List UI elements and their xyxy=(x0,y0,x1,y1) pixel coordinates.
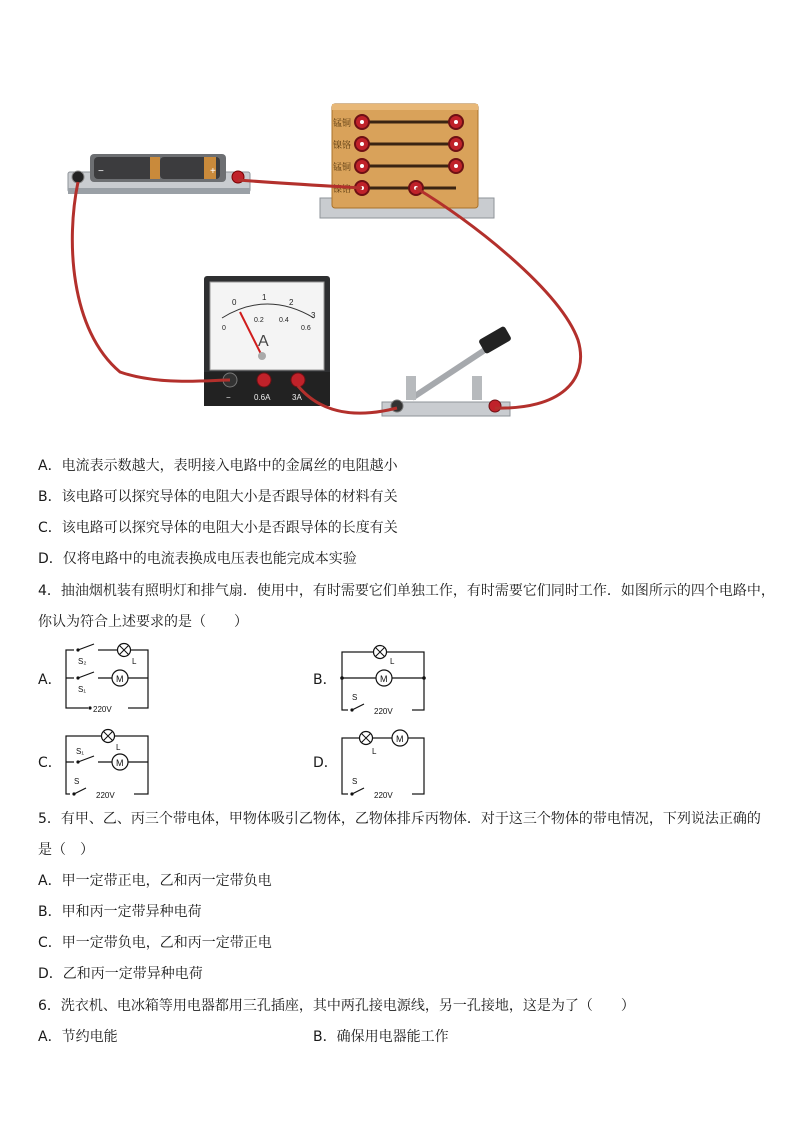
circuit-diagram-b xyxy=(338,642,434,716)
q5-stem-line2: 是（ ） xyxy=(38,842,94,858)
wire-label-2: 镍铬 xyxy=(333,140,352,150)
q3-option-c: C．该电路可以探究导体的电阻大小是否跟导体的长度有关 xyxy=(38,520,398,536)
motor-label: M xyxy=(396,734,404,744)
ammeter-terminal-06a xyxy=(257,373,271,387)
q6-stem: 6．洗衣机、电冰箱等用电器都用三孔插座，其中两孔接电源线，另一孔接地，这是为了（ ） xyxy=(38,998,635,1014)
q4-stem-line2: 你认为符合上述要求的是（ ） xyxy=(38,614,248,630)
q5-option-a: A．甲一定带正电，乙和丙一定带负电 xyxy=(38,873,272,889)
wire-label-1: 锰铜 xyxy=(333,118,352,128)
circuit-diagram-a xyxy=(60,642,156,716)
ammeter-scale-top-1: 1 xyxy=(262,293,267,302)
ammeter-scale-bottom-2: 0.4 xyxy=(279,317,289,324)
q5-option-c: C．甲一定带负电，乙和丙一定带正电 xyxy=(38,935,272,951)
q4-option-c-label: C． xyxy=(38,755,62,771)
lamp-l-label: L xyxy=(390,657,395,666)
q6-option-b: B．确保用电器能工作 xyxy=(313,1029,449,1045)
switch-s-label: S xyxy=(352,777,358,786)
battery-terminal-neg xyxy=(72,171,84,183)
q4-option-a-label: A． xyxy=(38,672,62,688)
lamp-l-label: L xyxy=(132,657,137,666)
wire-label-4: 镍铬 xyxy=(333,184,352,194)
ammeter-term-label-3a: 3A xyxy=(292,393,302,402)
q6-option-a: A．节约电能 xyxy=(38,1029,118,1045)
lamp-l-label: L xyxy=(116,743,121,752)
switch-s-label: S xyxy=(74,777,80,786)
q3-option-a: A．电流表示数越大，表明接入电路中的金属丝的电阻越小 xyxy=(38,458,398,474)
switch-s1-label: S₁ xyxy=(76,747,85,756)
switch-s-label: S xyxy=(352,693,358,702)
battery-minus-label: − xyxy=(98,166,104,177)
motor-label: M xyxy=(116,674,124,684)
q3-option-b: B．该电路可以探究导体的电阻大小是否跟导体的材料有关 xyxy=(38,489,398,505)
battery-plus-label: + xyxy=(210,166,216,177)
q5-option-d: D．乙和丙一定带异种电荷 xyxy=(38,966,203,982)
ammeter-term-label-06a: 0.6A xyxy=(254,393,271,402)
ammeter-scale-top-2: 2 xyxy=(289,298,294,307)
ammeter-symbol: A xyxy=(258,333,269,350)
q4-option-b-label: B． xyxy=(313,672,337,688)
ammeter-scale-top-0: 0 xyxy=(232,298,237,307)
circuit-diagram-d xyxy=(338,726,434,800)
resistance-wire-board xyxy=(320,104,494,218)
ammeter-terminal-3a xyxy=(291,373,305,387)
supply-label: 220V xyxy=(374,791,393,800)
q5-stem-line1: 5．有甲、乙、丙三个带电体，甲物体吸引乙物体，乙物体排斥丙物体．对于这三个物体的带电情况，下列说法正确的 xyxy=(38,811,761,827)
ammeter-scale-bottom-0: 0 xyxy=(222,325,226,332)
motor-label: M xyxy=(380,674,388,684)
experiment-apparatus-figure xyxy=(0,0,794,440)
supply-label: 220V xyxy=(96,791,115,800)
supply-label: 220V xyxy=(374,707,393,716)
switch-s1-label: S₁ xyxy=(78,685,87,694)
q4-option-d-label: D． xyxy=(313,755,338,771)
supply-label: 220V xyxy=(93,705,112,714)
circuit-diagram-c xyxy=(60,726,156,800)
q3-option-d: D．仅将电路中的电流表换成电压表也能完成本实验 xyxy=(38,551,357,567)
wire-label-3: 锰铜 xyxy=(333,162,352,172)
ammeter-scale-bottom-1: 0.2 xyxy=(254,317,264,324)
ammeter-scale-top-3: 3 xyxy=(311,311,316,320)
ammeter-term-label-neg: − xyxy=(226,393,231,402)
lamp-l-label: L xyxy=(372,747,377,756)
knife-switch xyxy=(382,326,512,416)
q5-option-b: B．甲和丙一定带异种电荷 xyxy=(38,904,202,920)
ammeter xyxy=(204,276,330,406)
motor-label: M xyxy=(116,758,124,768)
q4-stem-line1: 4．抽油烟机装有照明灯和排气扇．使用中，有时需要它们单独工作，有时需要它们同时工作．如图所示的四个电路中， xyxy=(38,583,775,599)
battery-holder xyxy=(68,154,250,194)
ammeter-scale-bottom-3: 0.6 xyxy=(301,325,311,332)
switch-s2-label: S₂ xyxy=(78,657,87,666)
